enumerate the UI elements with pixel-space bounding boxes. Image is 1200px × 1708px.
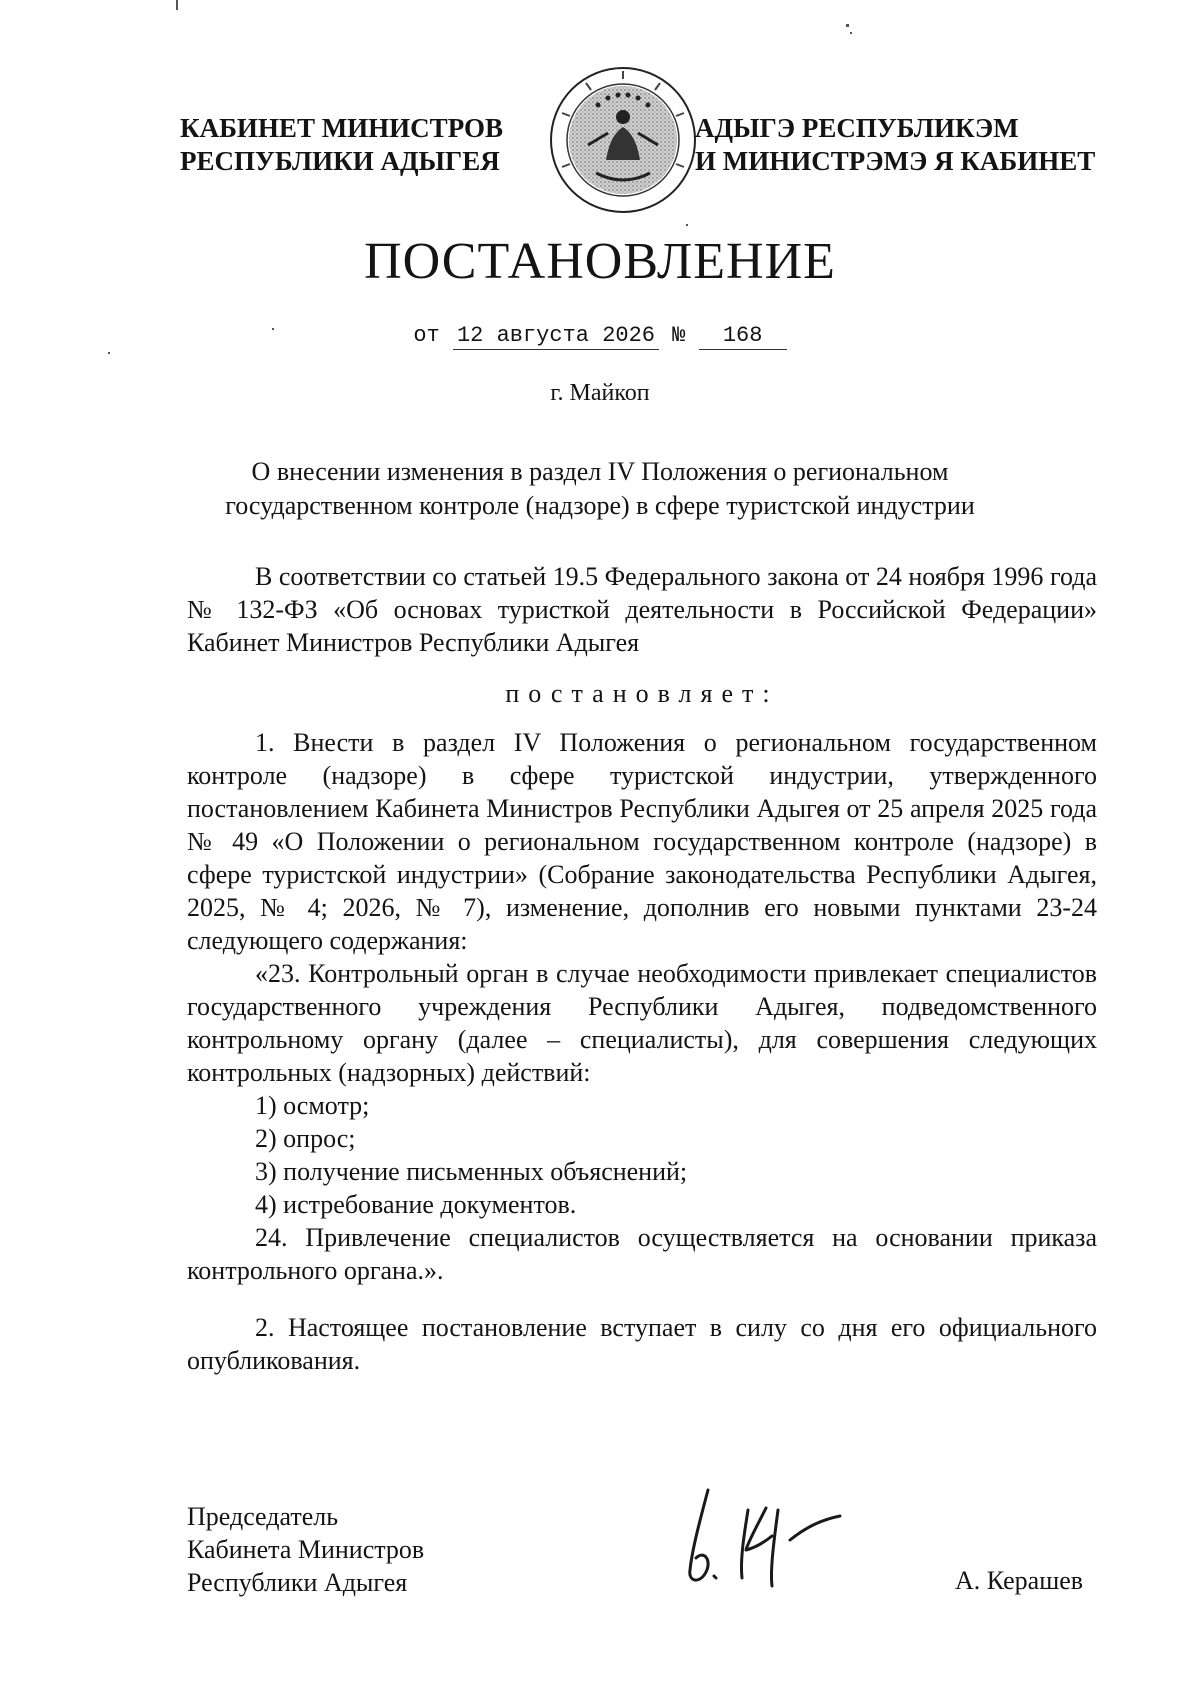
resolves-heading: постановляет: <box>505 679 779 708</box>
date-number-line <box>0 323 1200 350</box>
position-line1: Председатель <box>187 1502 339 1531</box>
signatory-position <box>187 1500 424 1599</box>
signatory-name: А. Керашев <box>955 1566 1084 1595</box>
document-number: 168 <box>699 323 787 350</box>
document-body <box>187 560 1097 1377</box>
item-23-paragraph: «23. Контрольный орган в случае необходимости привлекает специалистов государственного учреждения Республики Адыгея, подведомственного контрольному органу (далее – специалисты), для совершения следующих контрольных (надзорных) действий: <box>187 959 1097 1087</box>
position-line3: Республики Адыгея <box>187 1568 408 1597</box>
item-1-paragraph: 1. Внести в раздел IV Положения о региональном государственном контроле (надзоре) в сфере туристской индустрии, утвержденного постановлением Кабинета Министров Республики Адыгея от 25 апреля 2025 года № 49 «О Положении о региональном государственном контроле (надзоре) в сфере туристской индустрии» (Собрание законодательства Республики Адыгея, 2025, № 4; 2026, № 7), изменение, дополнив его новыми пунктами 23-24 следующего содержания: <box>187 728 1097 955</box>
list-item: 2) опрос; <box>255 1124 356 1153</box>
date-prefix: от <box>413 323 440 348</box>
header-right-line2: И МИНИСТРЭМЭ Я КАБИНЕТ <box>695 146 1096 176</box>
city: г. Майкоп <box>550 380 650 406</box>
intro-paragraph: В соответствии со статьей 19.5 Федерального закона от 24 ноября 1996 года № 132-ФЗ «Об основах туристкой деятельности в Российской Федерации» Кабинет Министров Республики Адыгея <box>187 562 1097 657</box>
item-24-paragraph: 24. Привлечение специалистов осуществляется на основании приказа контрольного органа.». <box>187 1223 1097 1285</box>
header-left-block <box>180 112 520 178</box>
coat-of-arms-icon <box>548 65 698 215</box>
number-sign: № <box>672 323 686 348</box>
list-item: 1) осмотр; <box>255 1091 370 1120</box>
subject-line1: О внесении изменения в раздел IV Положения о региональном <box>251 457 949 486</box>
header-left-line1: КАБИНЕТ МИНИСТРОВ <box>180 113 504 143</box>
list-item: 3) получение письменных объяснений; <box>255 1157 688 1186</box>
item-2-paragraph: 2. Настоящее постановление вступает в силу со дня его официального опубликования. <box>187 1313 1097 1375</box>
list-item: 4) истребование документов. <box>255 1190 577 1219</box>
subject <box>160 455 1040 523</box>
position-line2: Кабинета Министров <box>187 1535 425 1564</box>
header-left-line2: РЕСПУБЛИКИ АДЫГЕЯ <box>180 146 500 176</box>
header-right-block <box>695 112 1115 178</box>
document-title: ПОСТАНОВЛЕНИЕ <box>364 233 836 290</box>
date-value: 12 августа 2026 <box>453 323 659 350</box>
handwritten-signature-icon <box>670 1480 860 1590</box>
header-right-line1: АДЫГЭ РЕСПУБЛИКЭМ <box>695 113 1019 143</box>
subject-line2: государственном контроле (надзоре) в сфере туристской индустрии <box>225 491 975 520</box>
